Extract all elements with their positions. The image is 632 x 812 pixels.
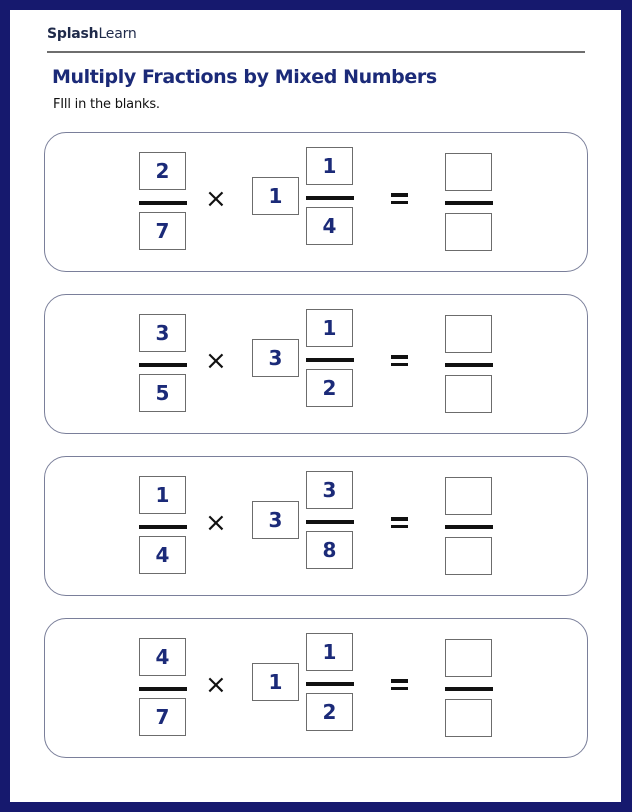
fraction-denominator: 4: [139, 536, 186, 574]
fraction-denominator: 7: [139, 698, 186, 736]
mixed-whole: 1: [252, 663, 299, 701]
answer-denominator-input[interactable]: [445, 699, 492, 737]
times-sign: ×: [205, 670, 227, 700]
fraction-denominator: 7: [139, 212, 186, 250]
mixed-denominator: 8: [306, 531, 353, 569]
equals-sign: [391, 679, 408, 694]
worksheet-page: [10, 10, 621, 802]
mixed-denominator: 2: [306, 369, 353, 407]
instructions: FIll in the blanks.: [53, 97, 160, 112]
brand-logo: [47, 26, 137, 42]
times-sign: ×: [205, 508, 227, 538]
page-title: Multiply Fractions by Mixed Numbers: [52, 66, 437, 88]
mixed-whole: 1: [252, 177, 299, 215]
mixed-fraction-bar: [306, 358, 354, 362]
mixed-numerator: 1: [306, 309, 353, 347]
answer-numerator-input[interactable]: [445, 477, 492, 515]
mixed-numerator: 1: [306, 147, 353, 185]
problem-card-1: [44, 132, 588, 272]
mixed-fraction-bar: [306, 196, 354, 200]
answer-numerator-input[interactable]: [445, 315, 492, 353]
equals-sign: [391, 355, 408, 370]
mixed-whole: 3: [252, 339, 299, 377]
problem-card-3: [44, 456, 588, 596]
mixed-whole: 3: [252, 501, 299, 539]
problem-card-4: [44, 618, 588, 758]
mixed-numerator: 3: [306, 471, 353, 509]
fraction-bar: [139, 687, 187, 691]
answer-fraction-bar: [445, 687, 493, 691]
answer-fraction-bar: [445, 525, 493, 529]
answer-fraction-bar: [445, 363, 493, 367]
times-sign: ×: [205, 346, 227, 376]
fraction-numerator: 2: [139, 152, 186, 190]
answer-numerator-input[interactable]: [445, 639, 492, 677]
fraction-denominator: 5: [139, 374, 186, 412]
answer-numerator-input[interactable]: [445, 153, 492, 191]
answer-denominator-input[interactable]: [445, 375, 492, 413]
answer-denominator-input[interactable]: [445, 537, 492, 575]
problem-card-2: [44, 294, 588, 434]
fraction-numerator: 3: [139, 314, 186, 352]
fraction-numerator: 4: [139, 638, 186, 676]
mixed-denominator: 2: [306, 693, 353, 731]
brand-bold: Splash: [47, 26, 99, 42]
equals-sign: [391, 517, 408, 532]
fraction-bar: [139, 363, 187, 367]
times-sign: ×: [205, 184, 227, 214]
mixed-denominator: 4: [306, 207, 353, 245]
answer-denominator-input[interactable]: [445, 213, 492, 251]
mixed-numerator: 1: [306, 633, 353, 671]
mixed-fraction-bar: [306, 520, 354, 524]
equals-sign: [391, 193, 408, 208]
answer-fraction-bar: [445, 201, 493, 205]
mixed-fraction-bar: [306, 682, 354, 686]
brand-light: Learn: [98, 26, 137, 42]
fraction-numerator: 1: [139, 476, 186, 514]
fraction-bar: [139, 525, 187, 529]
fraction-bar: [139, 201, 187, 205]
header-divider: [47, 51, 585, 53]
